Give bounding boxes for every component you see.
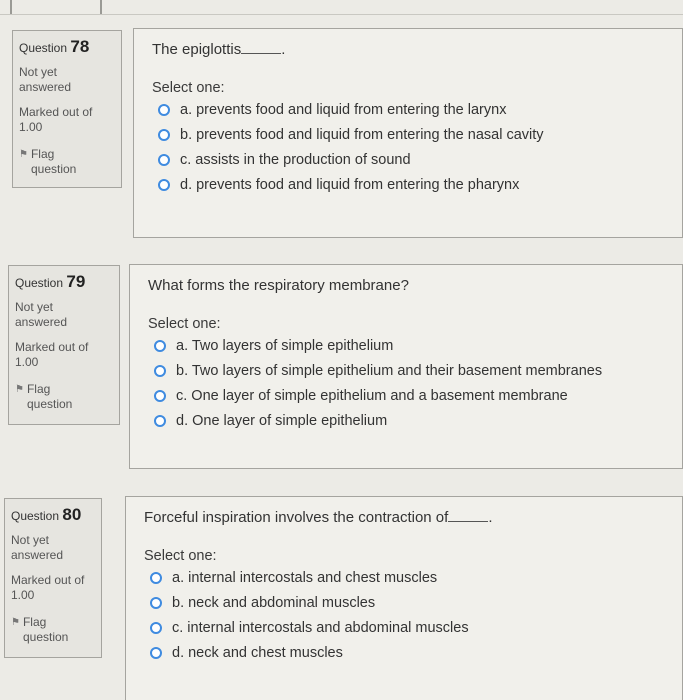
answer-option[interactable]: a. prevents food and liquid from entering the larynx (152, 102, 664, 118)
radio-button[interactable] (150, 622, 162, 634)
radio-button[interactable] (158, 154, 170, 166)
question-text: The epiglottis . (152, 41, 286, 58)
question-number: Question 80 (11, 505, 82, 524)
flag-icon: ⚑ (11, 617, 20, 628)
question-marks: Marked out of 1.00 (11, 573, 85, 602)
question-content-80 (125, 496, 683, 700)
answer-option[interactable]: d. One layer of simple epithelium (148, 413, 664, 429)
radio-button[interactable] (154, 340, 166, 352)
question-marks: Marked out of 1.00 (19, 105, 93, 134)
answer-blank (241, 43, 281, 54)
answer-option[interactable]: b. prevents food and liquid from entering the nasal cavity (152, 127, 664, 143)
radio-button[interactable] (158, 104, 170, 116)
question-state: Not yet answered (19, 65, 72, 94)
question-info-80 (4, 498, 102, 658)
question-text: What forms the respiratory membrane? (148, 277, 409, 294)
radio-button[interactable] (154, 415, 166, 427)
question-number: Question 78 (19, 37, 90, 56)
top-bar-divider (10, 0, 12, 14)
question-marks: Marked out of 1.00 (15, 340, 89, 369)
answer-option[interactable]: c. assists in the production of sound (152, 152, 664, 168)
radio-button[interactable] (158, 129, 170, 141)
top-bar (0, 0, 683, 15)
radio-button[interactable] (154, 390, 166, 402)
flag-question-button[interactable]: ⚑ Flag question (19, 147, 77, 176)
radio-button[interactable] (150, 647, 162, 659)
flag-question-button[interactable]: ⚑ Flag question (11, 615, 69, 644)
flag-icon: ⚑ (19, 149, 28, 160)
answer-blank (448, 511, 488, 522)
flag-question-button[interactable]: ⚑ Flag question (15, 382, 73, 411)
answer-option[interactable]: b. Two layers of simple epithelium and their basement membranes (148, 363, 664, 379)
answer-option[interactable]: a. internal intercostals and chest muscles (144, 570, 664, 586)
question-text: Forceful inspiration involves the contraction of . (144, 509, 493, 526)
answer-option[interactable]: c. internal intercostals and abdominal muscles (144, 620, 664, 636)
question-number: Question 79 (15, 272, 86, 291)
answer-option[interactable]: d. neck and chest muscles (144, 645, 664, 661)
answer-option[interactable]: b. neck and abdominal muscles (144, 595, 664, 611)
question-content-79 (129, 264, 683, 469)
radio-button[interactable] (150, 572, 162, 584)
question-state: Not yet answered (11, 533, 64, 562)
select-one-label: Select one: (152, 80, 225, 96)
select-one-label: Select one: (144, 548, 217, 564)
answer-option[interactable]: c. One layer of simple epithelium and a basement membrane (148, 388, 664, 404)
radio-button[interactable] (154, 365, 166, 377)
question-info-78 (12, 30, 122, 188)
radio-button[interactable] (150, 597, 162, 609)
select-one-label: Select one: (148, 316, 221, 332)
answer-option[interactable]: d. prevents food and liquid from entering the pharynx (152, 177, 664, 193)
question-state: Not yet answered (15, 300, 68, 329)
answer-option[interactable]: a. Two layers of simple epithelium (148, 338, 664, 354)
question-content-78 (133, 28, 683, 238)
radio-button[interactable] (158, 179, 170, 191)
question-info-79 (8, 265, 120, 425)
top-bar-divider (100, 0, 102, 14)
flag-icon: ⚑ (15, 384, 24, 395)
